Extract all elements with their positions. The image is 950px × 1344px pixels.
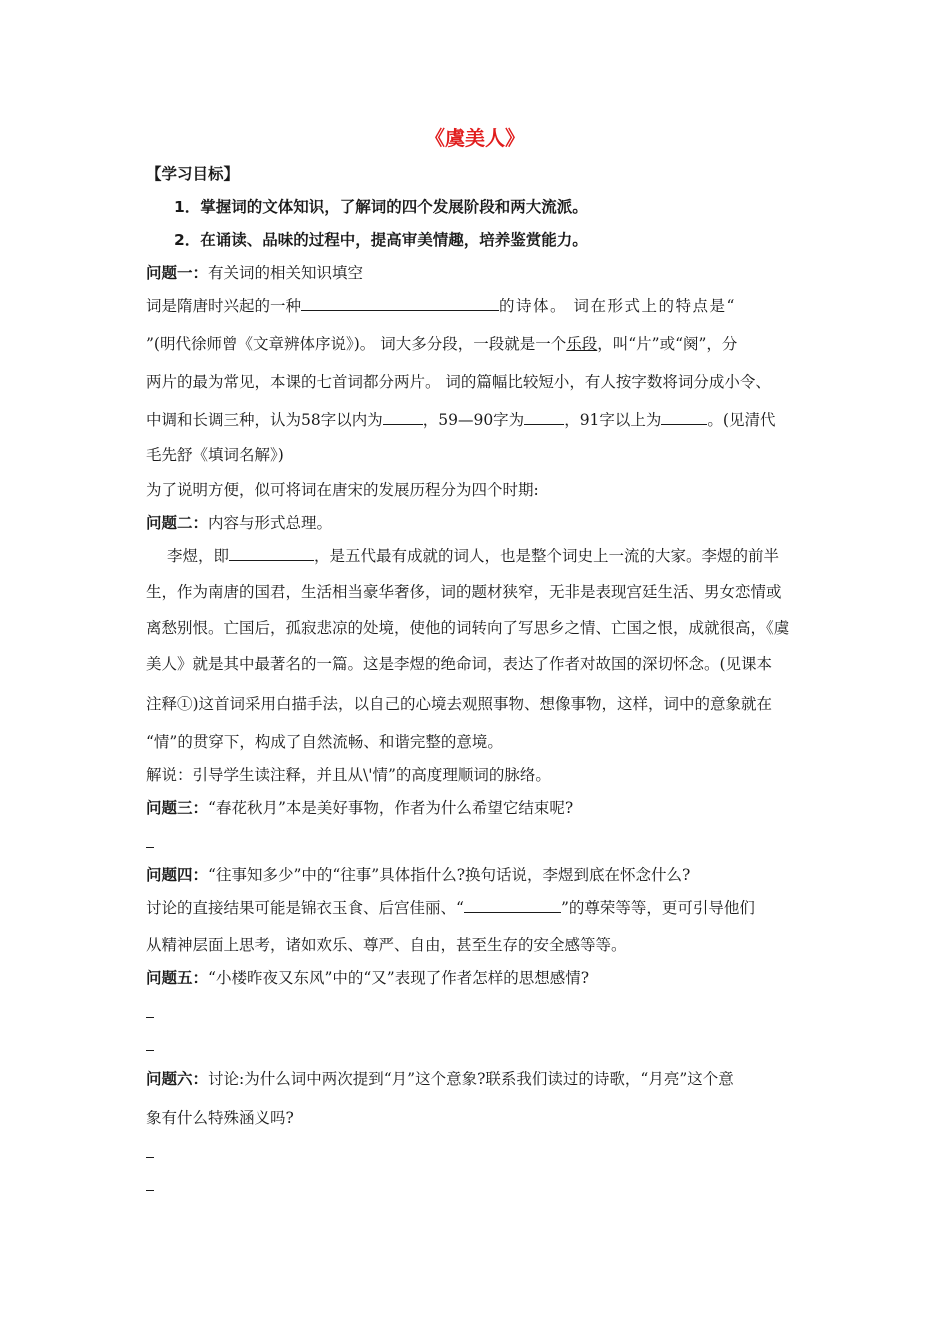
question-1-line-6: 为了说明方便，似可将词在唐宋的发展历程分为四个时期: xyxy=(146,481,539,499)
q1-line4-part-d: 。(见清代 xyxy=(707,411,776,429)
question-4-heading xyxy=(146,864,811,886)
q1-line1-part-a: 词是隋唐时兴起的一种 xyxy=(146,297,302,315)
question-3-heading xyxy=(146,797,811,819)
question-2-label: 问题二： xyxy=(146,514,209,532)
answer-line[interactable] xyxy=(146,1035,811,1057)
q1-line4-part-c: ，91字以上为 xyxy=(564,411,662,429)
question-3-label: 问题三： xyxy=(146,799,209,817)
answer-line[interactable] xyxy=(146,1002,811,1024)
question-2-line-7: 解说：引导学生读注释，并且从\'情”的高度理顺词的脉络。 xyxy=(146,766,551,784)
question-5-heading xyxy=(146,967,811,989)
q4-line1-part-a: 讨论的直接结果可能是锦衣玉食、后宫佳丽、“ xyxy=(146,899,464,917)
question-2-line-1 xyxy=(167,545,811,567)
page-title: 《虞美人》 xyxy=(425,126,525,150)
fill-blank[interactable] xyxy=(229,545,314,561)
question-6-line-2: 象有什么特殊涵义吗? xyxy=(146,1109,294,1127)
question-1-heading xyxy=(146,262,811,284)
q2-line1-part-b: ，是五代最有成就的词人，也是整个词史上一流的大家。李煜的前半 xyxy=(314,547,780,565)
answer-blank xyxy=(146,1005,154,1018)
goal-item-2: 2．在诵读、品味的过程中，提高审美情趣，培养鉴赏能力。 xyxy=(174,231,588,249)
question-2-heading xyxy=(146,512,811,534)
question-2-line-3: 离愁别恨。亡国后，孤寂悲凉的处境，使他的词转向了写思乡之情、亡国之恨，成就很高，《虞 xyxy=(146,619,790,637)
question-4-text: “往事知多少”中的“往事”具体指什么?换句话说，李煜到底在怀念什么? xyxy=(208,866,691,884)
question-1-line-3: 两片的最为常见，本课的七首词都分两片。 词的篇幅比较短小，有人按字数将词分成小令、 xyxy=(146,373,771,391)
question-2-line-5: 注释①)这首词采用白描手法，以自己的心境去观照事物、想像事物，这样，词中的意象就在 xyxy=(146,695,773,713)
q1-line4-part-a: 中调和长调三种，认为58字以内为 xyxy=(146,411,383,429)
question-1-line-1 xyxy=(146,295,811,317)
question-4-line-2: 从精神层面上思考，诸如欢乐、尊严、自由，甚至生存的安全感等等。 xyxy=(146,936,627,954)
question-1-line-4 xyxy=(146,409,811,431)
q1-line2-part-b: ，叫“片”或“阕”，分 xyxy=(597,335,738,353)
question-4-label: 问题四： xyxy=(146,866,209,884)
question-3-text: “春花秋月”本是美好事物，作者为什么希望它结束呢? xyxy=(208,799,574,817)
goal-item-1: 1．掌握词的文体知识，了解词的四个发展阶段和两大流派。 xyxy=(174,198,588,216)
question-2-line-2: 生，作为南唐的国君，生活相当豪华奢侈，词的题材狭窄，无非是表现宫廷生活、男女恋情或 xyxy=(146,583,782,601)
fill-blank[interactable] xyxy=(301,295,499,311)
question-1-line-5: 毛先舒《填词名解》) xyxy=(146,446,284,464)
question-2-line-4: 美人》就是其中最著名的一篇。这是李煜的绝命词，表达了作者对故国的深切怀念。(见课本 xyxy=(146,655,773,673)
q4-line1-part-b: ”的尊荣等等，更可引导他们 xyxy=(560,899,755,917)
answer-blank xyxy=(146,1145,154,1158)
q1-line1-part-b: 的诗体。 词在形式上的特点是“ xyxy=(499,297,736,315)
question-1-text: 有关词的相关知识填空 xyxy=(208,264,364,282)
q1-line2-part-a: ”(明代徐师曾《文章辨体序说》)。 词大多分段，一段就是一个 xyxy=(146,335,567,353)
q2-line1-part-a: 李煜，即 xyxy=(167,547,230,565)
q1-line2-underlined: 乐段 xyxy=(566,335,598,353)
fill-blank[interactable] xyxy=(524,409,564,425)
q1-line4-part-b: ，59—90字为 xyxy=(422,411,525,429)
question-6-text: 讨论:为什么词中两次提到“月”这个意象?联系我们读过的诗歌，“月亮”这个意 xyxy=(208,1070,734,1088)
question-1-label: 问题一： xyxy=(146,264,209,282)
answer-blank xyxy=(146,1038,154,1051)
answer-line[interactable] xyxy=(146,832,811,854)
answer-line[interactable] xyxy=(146,1142,811,1164)
question-5-label: 问题五： xyxy=(146,969,209,987)
answer-blank xyxy=(146,835,154,848)
answer-blank xyxy=(146,1178,154,1191)
question-6-label: 问题六： xyxy=(146,1070,209,1088)
question-6-heading xyxy=(146,1068,811,1090)
goals-header: 【学习目标】 xyxy=(146,165,240,183)
fill-blank[interactable] xyxy=(661,409,707,425)
question-2-text: 内容与形式总理。 xyxy=(208,514,333,532)
question-2-line-6: “情”的贯穿下，构成了自然流畅、和谐完整的意境。 xyxy=(146,733,503,751)
fill-blank[interactable] xyxy=(464,897,561,913)
question-5-text: “小楼昨夜又东风”中的“又”表现了作者怎样的思想感情? xyxy=(208,969,590,987)
answer-line[interactable] xyxy=(146,1175,811,1197)
fill-blank[interactable] xyxy=(383,409,423,425)
question-1-line-2 xyxy=(146,333,811,355)
question-4-line-1 xyxy=(146,897,811,919)
